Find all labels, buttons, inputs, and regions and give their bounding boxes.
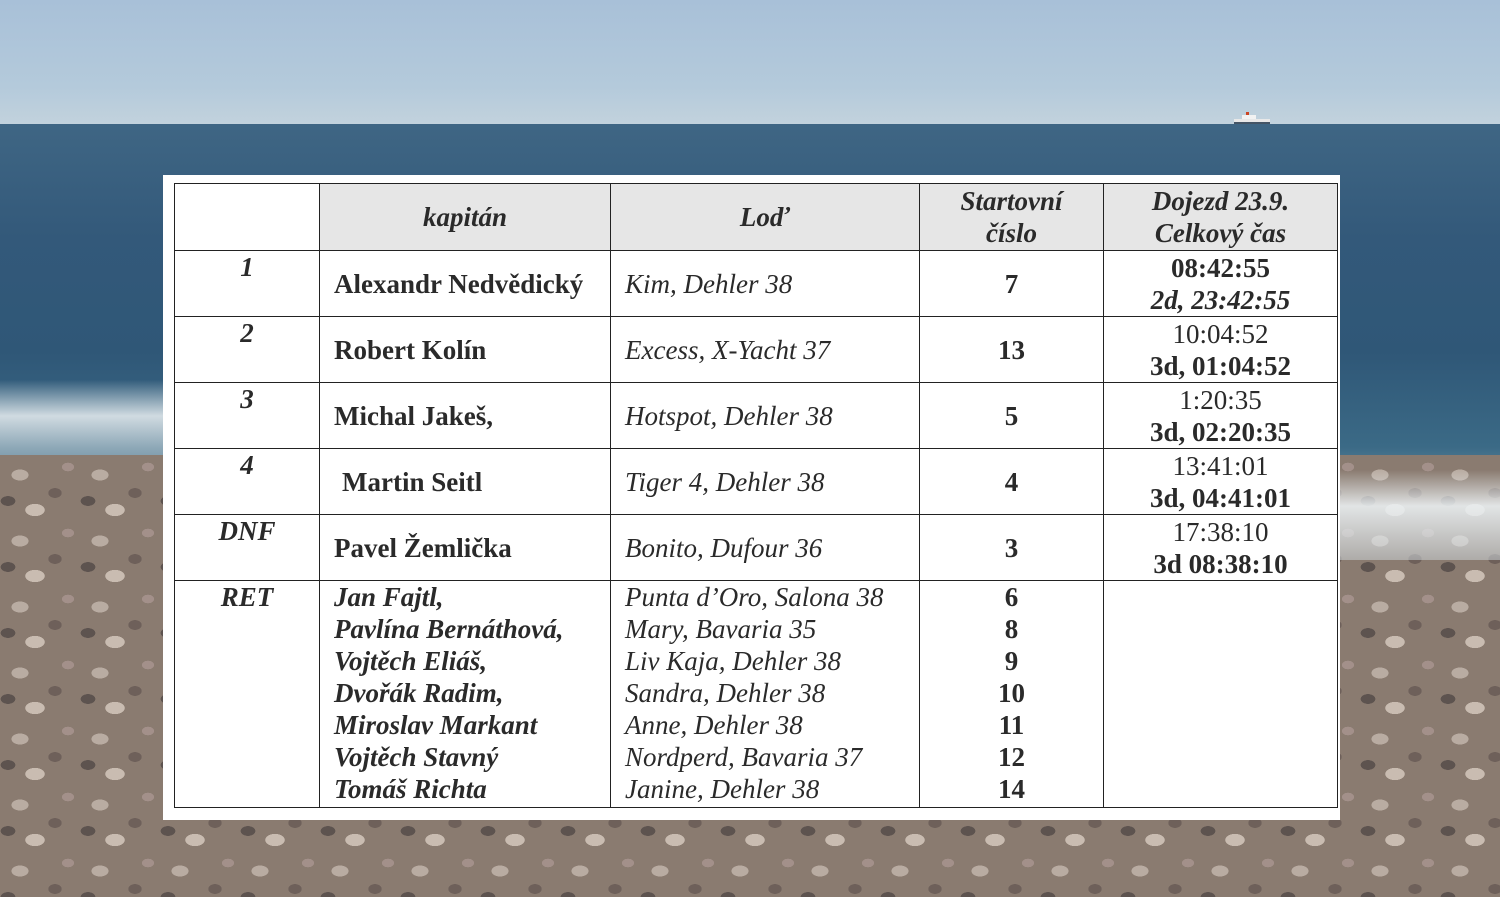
place-cell: RET	[175, 581, 320, 808]
ship-icon	[1232, 112, 1272, 124]
header-row	[175, 184, 1338, 251]
retired-boat: Punta d’Oro, Salona 38	[625, 582, 884, 612]
finish-time: 08:42:55	[1171, 252, 1270, 283]
finish-time: 13:41:01	[1172, 450, 1269, 481]
finish-time: 1:20:35	[1179, 384, 1262, 415]
boat-cell: Tiger 4, Dehler 38	[611, 449, 920, 515]
surf-right	[1335, 470, 1500, 560]
retired-boat: Liv Kaja, Dehler 38	[625, 646, 841, 676]
retired-captain: Vojtěch Eliáš,	[334, 646, 488, 676]
number-cell: 13	[920, 317, 1104, 383]
retired-boats-cell	[611, 581, 920, 808]
boat-cell: Kim, Dehler 38	[611, 251, 920, 317]
number-cell: 7	[920, 251, 1104, 317]
captain-cell: Robert Kolín	[320, 317, 611, 383]
number-cell: 3	[920, 515, 1104, 581]
captain-cell: Martin Seitl	[320, 449, 611, 515]
boat-cell: Excess, X-Yacht 37	[611, 317, 920, 383]
surf-left	[0, 380, 170, 460]
total-time: 3d, 02:20:35	[1150, 416, 1291, 447]
table-row	[175, 317, 1338, 383]
retired-captain: Pavlína Bernáthová,	[334, 614, 564, 644]
time-cell	[1104, 449, 1338, 515]
finish-time: 17:38:10	[1172, 516, 1269, 547]
table-row	[175, 383, 1338, 449]
sky	[0, 0, 1500, 124]
table-row	[175, 449, 1338, 515]
retired-number: 14	[998, 774, 1025, 804]
retired-boat: Mary, Bavaria 35	[625, 614, 817, 644]
retired-captain: Dvořák Radim,	[334, 678, 504, 708]
header-boat: Loď	[611, 184, 920, 251]
retired-numbers-cell	[920, 581, 1104, 808]
total-time: 3d, 01:04:52	[1150, 350, 1291, 381]
boat-cell: Hotspot, Dehler 38	[611, 383, 920, 449]
retired-boat: Janine, Dehler 38	[625, 774, 820, 804]
captain-cell: Michal Jakeš,	[320, 383, 611, 449]
total-time: 3d, 04:41:01	[1150, 482, 1291, 513]
retired-number: 9	[1004, 646, 1019, 676]
header-place	[175, 184, 320, 251]
boat-cell: Bonito, Dufour 36	[611, 515, 920, 581]
total-time: 3d 08:38:10	[1153, 548, 1288, 579]
retired-captain: Miroslav Markant	[334, 710, 538, 740]
results-table	[174, 183, 1338, 808]
time-cell	[1104, 317, 1338, 383]
time-cell	[1104, 515, 1338, 581]
number-cell: 4	[920, 449, 1104, 515]
retired-boat: Nordperd, Bavaria 37	[625, 742, 863, 772]
retired-boat: Sandra, Dehler 38	[625, 678, 826, 708]
retired-number: 11	[998, 710, 1025, 740]
time-cell	[1104, 251, 1338, 317]
retired-number: 10	[998, 678, 1025, 708]
place-cell: 4	[175, 449, 320, 515]
retired-boat: Anne, Dehler 38	[625, 710, 803, 740]
header-captain: kapitán	[320, 184, 611, 251]
place-cell: 2	[175, 317, 320, 383]
retired-number: 8	[1004, 614, 1019, 644]
retired-time-cell	[1104, 581, 1338, 808]
total-time: 2d, 23:42:55	[1150, 284, 1291, 315]
finish-time: 10:04:52	[1172, 318, 1269, 349]
retired-captain: Tomáš Richta	[334, 774, 487, 804]
retired-captain: Vojtěch Stavný	[334, 742, 499, 772]
header-start-number: Startovní číslo	[920, 184, 1104, 251]
time-cell	[1104, 383, 1338, 449]
place-cell: 3	[175, 383, 320, 449]
captain-cell: Pavel Žemlička	[320, 515, 611, 581]
place-cell: 1	[175, 251, 320, 317]
captain-cell: Alexandr Nedvědický	[320, 251, 611, 317]
retired-captain: Jan Fajtl,	[334, 582, 444, 612]
place-cell: DNF	[175, 515, 320, 581]
retired-captains-cell	[320, 581, 611, 808]
table-row	[175, 251, 1338, 317]
retired-row	[175, 581, 1338, 808]
number-cell: 5	[920, 383, 1104, 449]
retired-number: 6	[1004, 582, 1019, 612]
header-finish: Dojezd 23.9. Celkový čas	[1104, 184, 1338, 251]
retired-number: 12	[998, 742, 1025, 772]
table-row	[175, 515, 1338, 581]
